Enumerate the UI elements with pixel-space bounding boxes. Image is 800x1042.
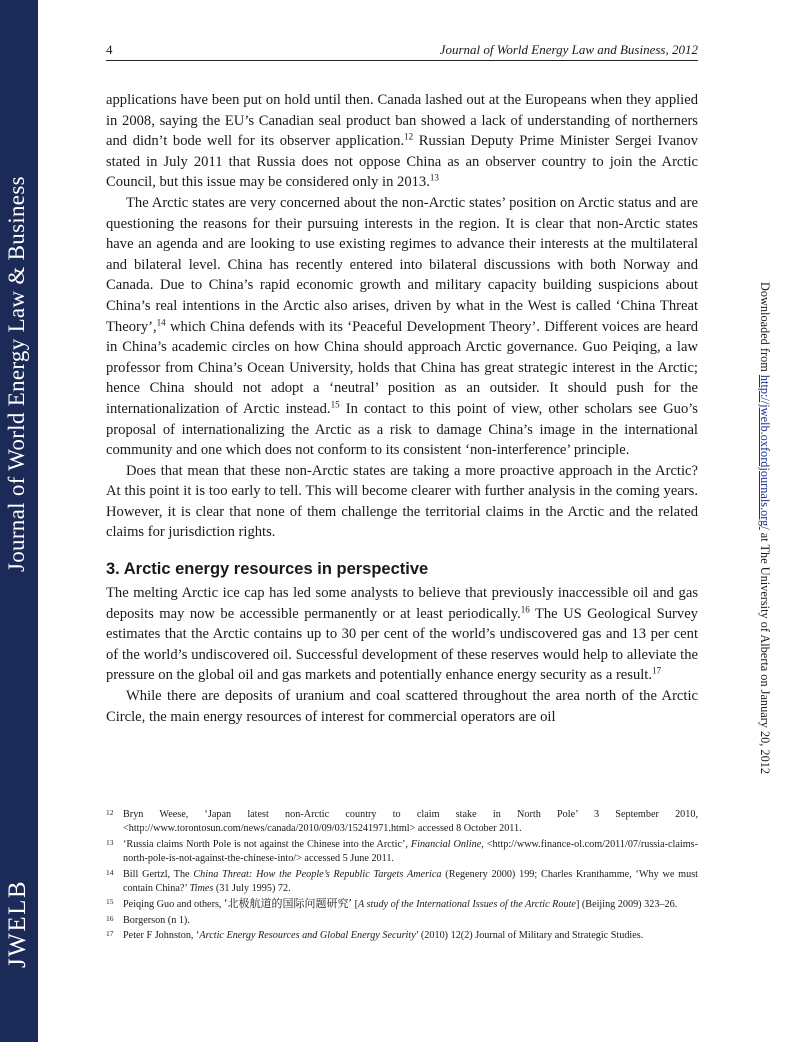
footnote-ref[interactable]: 15 xyxy=(330,399,340,410)
footnote-ref[interactable]: 14 xyxy=(156,317,166,328)
footnote-ref[interactable]: 12 xyxy=(404,131,414,142)
footnote: 13 ‘Russia claims North Pole is not against the Chinese into the Arctic’, Financial Online, <http://www.finance-ol.com/2011/07/russia-claims-north-pole-is-not-against-the-chinese-into/> accessed 5 June 2011. xyxy=(106,837,698,865)
footnote-ref[interactable]: 13 xyxy=(429,172,439,183)
footnote: 17 Peter F Johnston, ‘Arctic Energy Resources and Global Energy Security’ (2010) 12(2) Journal of Military and Strategic Studies. xyxy=(106,929,644,942)
footnote-number: 12 xyxy=(106,808,114,817)
footnote-number: 17 xyxy=(106,929,114,939)
footnote: 16 Borgerson (n 1). xyxy=(106,913,190,926)
sidebar-journal-title: Journal of World Energy Law & Business xyxy=(4,176,29,572)
page-header xyxy=(106,40,698,61)
footnote-ref[interactable]: 16 xyxy=(520,604,530,615)
footnote-ref[interactable]: 17 xyxy=(652,666,662,677)
page-number: 4 xyxy=(106,42,113,57)
footnotes xyxy=(106,808,698,945)
running-head: Journal of World Energy Law and Business, 2012 xyxy=(439,42,698,57)
sidebar-journal-abbr: JWELB xyxy=(4,879,31,968)
journal-sidebar xyxy=(0,0,38,1042)
footnote-number: 13 xyxy=(106,837,114,847)
paragraph: The melting Arctic ice cap has led some analysts to believe that previously inaccessible oil and gas deposits may now be accessible permanently or at least periodically.$^{16}$ The US Geological Survey estimates that the Arctic contains up to 30 per cent of the world’s undiscovered gas and 13 per cent of the world’s undiscovered oil. Successful development of these reserves would help to alleviate the pressure on the global oil and gas markets and potentially enhance energy security as a result.$^{17}$ xyxy=(106,585,698,684)
download-watermark: Downloaded from http://jwelb.oxfordjournals.org/ at The University of Alberta on January 20, 2012 xyxy=(758,282,772,775)
footnote: 15 Peiqing Guo and others, ‘北极航道的国际问题研究’ [A study of the International Issues of the Arctic Route] (Beijing 2009) 323–26. xyxy=(106,897,678,911)
paragraph: The Arctic states are very concerned about the non-Arctic states’ position on Arctic status and are questioning the reasons for their pursuing interests in the region. It is clear that non-Arctic states have an agenda and are looking to use existing regimes to advance their interests at the multilateral and bilateral level. China has recently entered into bilateral discussions with both Norway and Canada. Due to China’s rapid economic growth and military capacity building suspicions about China’s real intentions in the Arctic also arises, driven by what in the West is called ‘China Threat Theory’,$^{14}$ which China defends with its ‘Peaceful Development Theory’. Different voices are heard in China’s academic circles on how China should approach Arctic governance. Guo Peiqing, a law professor from China’s Ocean University, holds that China has great strategic interest in the Arctic; hence China should not adopt a ‘neutral’ position as an outsider. It should push for the internationalization of Arctic instead.$^{15}$ In contact to this point of view, other scholars see Guo’s proposal of internationalizing the Arctic as a risk to damage China’s image in the international community and one which does not conform to its consistent ‘non-interference’ principle. xyxy=(106,194,698,459)
paragraph: While there are deposits of uranium and coal scattered throughout the area north of the Arctic Circle, the main energy resources of interest for commercial operators are oil xyxy=(106,688,698,725)
article-body xyxy=(106,90,698,727)
footnote-number: 16 xyxy=(106,913,114,923)
journal-site-link[interactable]: http://jwelb.oxfordjournals.org/ xyxy=(758,374,772,530)
footnote-number: 14 xyxy=(106,867,114,877)
paragraph: Does that mean that these non-Arctic states are taking a more proactive approach in the Arctic? At this point it is too early to tell. This will become clearer with further analysis in the coming years. However, it is clear that none of them challenge the territorial claims in the Arctic and the related claims for jurisdiction rights. xyxy=(106,462,698,541)
footnote-number: 15 xyxy=(106,897,114,907)
paragraph: applications have been put on hold until then. Canada lashed out at the Europeans when they applied in 2008, saying the EU’s Canadian seal product ban showed a lack of understanding of northerners and didn’t bode well for its observer application.$^{12}$ Russian Deputy Prime Minister Sergei Ivanov stated in July 2011 that Russia does not oppose China as an observer country to join the Arctic Council, but this issue may be considered only in 2013.13 xyxy=(106,92,698,191)
footnote: 14 Bill Gertzl, The China Threat: How the People’s Republic Targets America (Regenery 2000) 199; Charles Kranthamme, ‘Why we must contain China?’ Times (31 July 1995) 72. xyxy=(106,867,698,895)
section-heading: 3. Arctic energy resources in perspective xyxy=(106,560,429,579)
footnote: 12 Bryn Weese, ‘Japan latest non-Arctic country to claim stake in North Pole’ 3 September 2010, <http://www.torontosun.com/news/canada/2010/09/03/15241971.html> accessed 8 October 2011. xyxy=(106,808,698,835)
